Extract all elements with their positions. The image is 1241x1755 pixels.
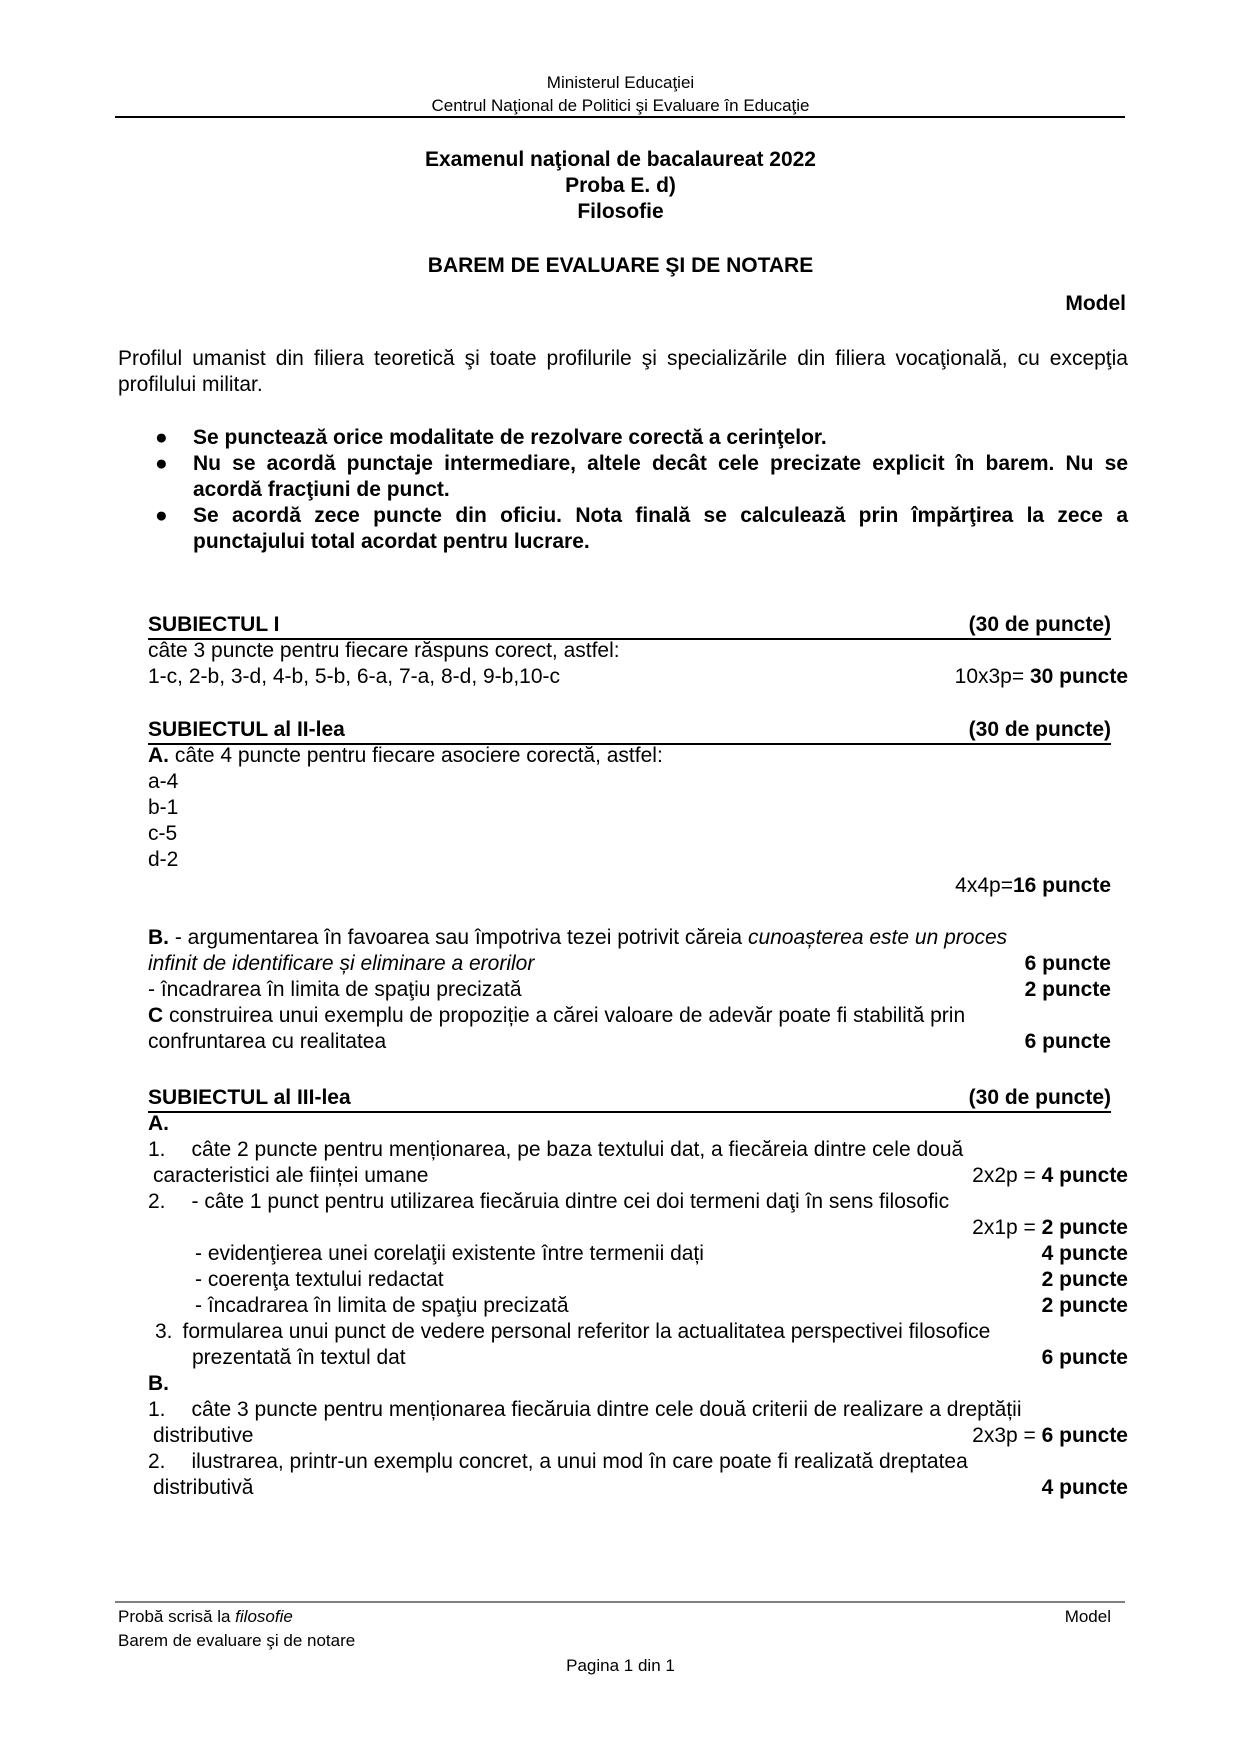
subiect2-c-points: 6 puncte bbox=[1024, 1030, 1111, 1053]
subiect3-a-item3-line2: prezentată în textul dat 6 puncte bbox=[192, 1346, 1128, 1369]
subiect1-header bbox=[148, 612, 1111, 640]
subiect3-a-item3-points: 6 puncte bbox=[1041, 1346, 1128, 1369]
page-number: Pagina 1 din 1 bbox=[566, 1656, 675, 1675]
subiect1-points: (30 de puncte) bbox=[968, 613, 1111, 636]
barem-title: BAREM DE EVALUARE ŞI DE NOTARE bbox=[427, 254, 814, 277]
footer-proba: Probă scrisă la filosofie bbox=[118, 1607, 293, 1626]
subiect1-answers-row bbox=[148, 664, 1128, 690]
subiect3-a-item2-total: 2x1p = 2 puncte bbox=[972, 1216, 1128, 1239]
center-name: Centrul Naţional de Politici şi Evaluare în Educaţie bbox=[431, 96, 810, 115]
subiect2-b-line2: infinit de identificare și eliminare a erorilor 6 puncte bbox=[148, 952, 1111, 975]
bullet-icon: ● bbox=[155, 426, 168, 449]
subiect3-header bbox=[148, 1085, 1111, 1113]
subiect1-answers: 1-c, 2-b, 3-d, 4-b, 5-b, 6-a, 7-a, 8-d, 9-b,10-c bbox=[148, 665, 561, 688]
exam-title: Examenul naţional de bacalaureat 2022 bbox=[424, 148, 816, 171]
subiect3-a-item2-line1: 2. - câte 1 punct pentru utilizarea fiecăruia dintre cei doi termeni daţi în sens filosofic bbox=[148, 1190, 950, 1213]
subiect3-a-item1-line2: caracteristici ale ființei umane 2x2p = 4 puncte bbox=[153, 1164, 1128, 1187]
subiect2-c-line1: C construirea unui exemplu de propoziție a cărei valoare de adevăr poate fi stabilită prin bbox=[148, 1004, 966, 1027]
subiect2-points: (30 de puncte) bbox=[968, 718, 1111, 741]
rule-item: ● Se punctează orice modalitate de rezolvare corectă a cerinţelor. bbox=[155, 426, 827, 449]
subiect1-line1: câte 3 puncte pentru fiecare răspuns corect, astfel: bbox=[148, 639, 620, 662]
subiect2-b-line3: - încadrarea în limita de spaţiu precizată 2 puncte bbox=[148, 978, 1111, 1001]
subiect3-a-item1-total: 2x2p = 4 puncte bbox=[972, 1164, 1128, 1187]
subiect3-b-item2-line1: 2. ilustrarea, printr-un exemplu concret, a unui mod în care poate fi realizată dreptatea bbox=[148, 1450, 968, 1473]
intro-text: Profilul umanist din filiera teoretică şi toate profilurile şi specializările din filiera vocaţională, cu excepţia profilului militar. bbox=[118, 347, 1128, 396]
subiect3-a-item2-sub: - încadrarea în limita de spaţiu precizată 2 puncte bbox=[195, 1294, 1128, 1317]
subiect2-c-line2: confruntarea cu realitatea 6 puncte bbox=[148, 1030, 1111, 1053]
subiect3-points: (30 de puncte) bbox=[968, 1086, 1111, 1109]
footer-rule bbox=[115, 1601, 1125, 1603]
subiect1-total: 10x3p= 30 puncte bbox=[954, 665, 1128, 688]
pair-item: c-5 bbox=[148, 822, 178, 845]
subiect2-title: SUBIECTUL al II-lea bbox=[148, 718, 345, 741]
rule-item: ● Nu se acordă punctaje intermediare, altele decât cele precizate explicit în barem. Nu se acordă fracţiuni de punct. bbox=[155, 452, 1128, 501]
subiect1-title: SUBIECTUL I bbox=[148, 613, 280, 636]
subiect3-a-item2-sub: - evidenţierea unei corelaţii existente între termenii dați 4 puncte bbox=[195, 1242, 1128, 1265]
subiect3-a-label: A. bbox=[148, 1112, 169, 1135]
bullet-icon: ● bbox=[155, 452, 168, 475]
subiect3-a-item2-sub: - coerenţa textului redactat 2 puncte bbox=[195, 1268, 1128, 1291]
subiect3-b-item1-line1: 1. câte 3 puncte pentru menționarea fiecăruia dintre cele două criterii de realizare a dreptății bbox=[148, 1398, 1022, 1421]
footer-barem: Barem de evaluare şi de notare bbox=[118, 1631, 356, 1650]
rules-list bbox=[155, 425, 1128, 555]
subiect2-a-total: 4x4p=16 puncte bbox=[955, 874, 1111, 897]
subiect3-title: SUBIECTUL al III-lea bbox=[148, 1086, 351, 1109]
subiect3-b-item2-line2: distributivă 4 puncte bbox=[153, 1476, 1128, 1499]
subiect3-a-item3-line1: 3. formularea unui punct de vedere personal referitor la actualitatea perspectivei filosofice bbox=[155, 1320, 991, 1343]
subiect2-header bbox=[148, 717, 1111, 745]
subiect3-b-label: B. bbox=[148, 1372, 169, 1395]
subiect2-b-points1: 6 puncte bbox=[1024, 952, 1111, 975]
bullet-icon: ● bbox=[155, 504, 168, 527]
pair-item: a-4 bbox=[148, 770, 179, 793]
ministry-name: Ministerul Educaţiei bbox=[546, 73, 695, 92]
pair-item: d-2 bbox=[148, 848, 179, 871]
footer-model: Model bbox=[1064, 1607, 1111, 1626]
subiect2-a-line: A. câte 4 puncte pentru fiecare asociere corectă, astfel: bbox=[148, 744, 663, 767]
header-rule bbox=[115, 116, 1125, 118]
proba-title: Proba E. d) bbox=[565, 174, 676, 197]
pair-item: b-1 bbox=[148, 796, 179, 819]
model-label: Model bbox=[1065, 292, 1126, 315]
subiect2-b-line1: B. - argumentarea în favoarea sau împotriva tezei potrivit căreia cunoașterea este un proces bbox=[148, 926, 1008, 949]
subject-title: Filosofie bbox=[577, 200, 664, 223]
rule-item: ● Se acordă zece puncte din oficiu. Nota finală se calculează prin împărţirea la zece a punctajului total acordat pentru lucrare. bbox=[155, 504, 1128, 553]
subiect2-b-points2: 2 puncte bbox=[1024, 978, 1111, 1001]
subiect3-b-item1-line2: distributive 2x3p = 6 puncte bbox=[153, 1424, 1128, 1447]
subiect3-a-item1-line1: 1. câte 2 puncte pentru menționarea, pe baza textului dat, a fiecăreia dintre cele două bbox=[148, 1138, 964, 1161]
subiect3-b-item2-points: 4 puncte bbox=[1041, 1476, 1128, 1499]
subiect3-b-item1-total: 2x3p = 6 puncte bbox=[972, 1424, 1128, 1447]
